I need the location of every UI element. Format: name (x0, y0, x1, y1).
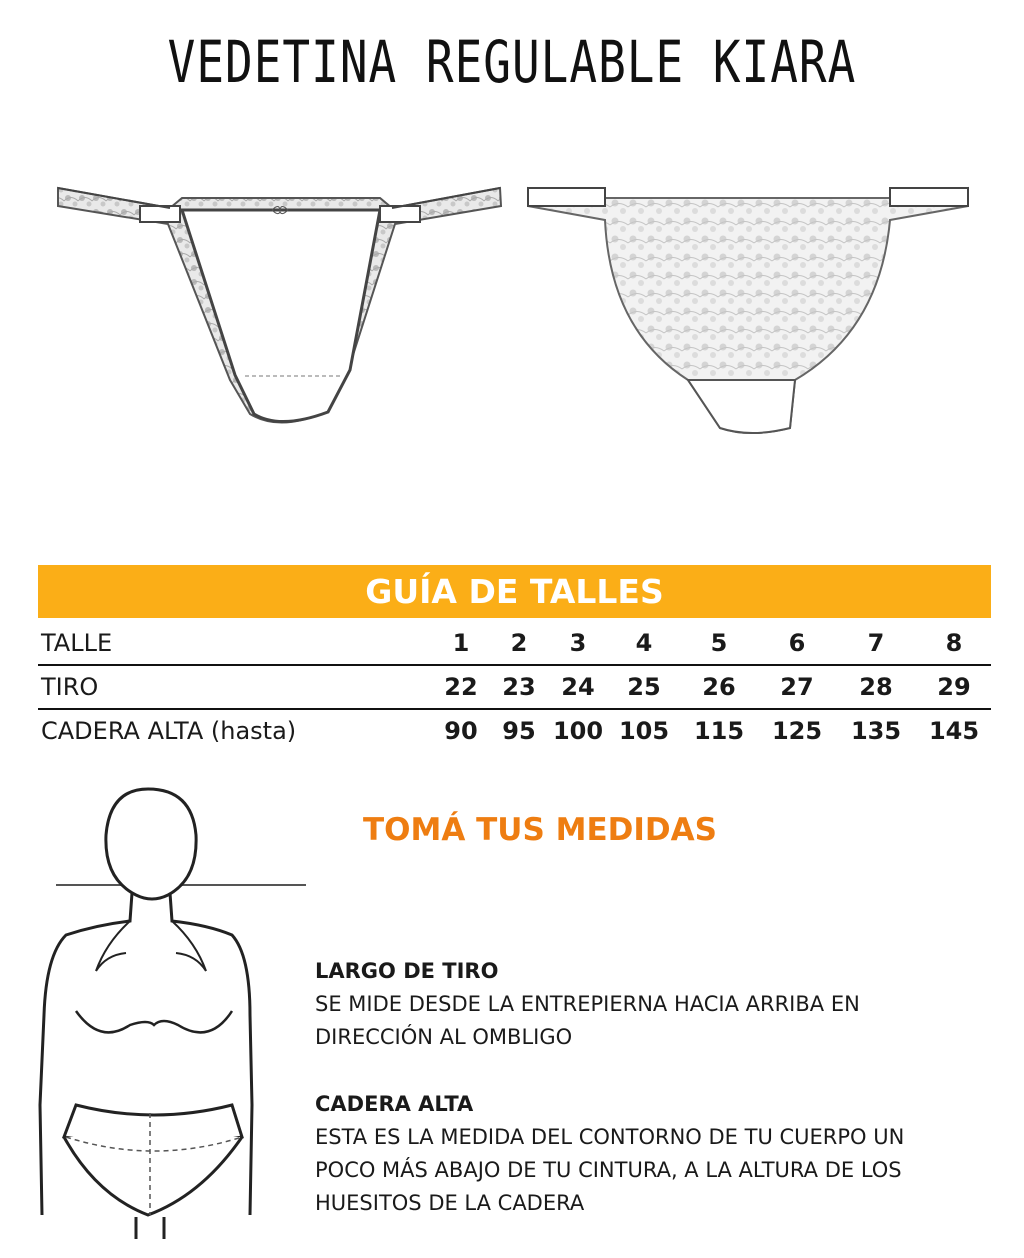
body-figure-sketch (36, 775, 306, 1245)
measure-heading: CADERA ALTA (315, 1092, 474, 1116)
measure-block-tiro (315, 955, 975, 1054)
measure-heading: LARGO DE TIRO (315, 959, 499, 983)
size-table (38, 622, 991, 752)
cell: 1 (431, 622, 491, 665)
measure-text: HUESITOS DE LA CADERA (315, 1191, 585, 1215)
cell: 2 (491, 622, 547, 665)
table-row (38, 622, 991, 665)
measure-block-cadera (315, 1088, 975, 1220)
cell: 26 (679, 665, 759, 709)
cell: 4 (609, 622, 679, 665)
row-label: TIRO (38, 665, 431, 709)
cell: 100 (552, 717, 604, 745)
cell: 115 (693, 717, 745, 745)
cell: 28 (835, 665, 917, 709)
cell: 90 (444, 717, 478, 745)
cell: 22 (431, 665, 491, 709)
cell: 5 (679, 622, 759, 665)
cell: 8 (917, 622, 991, 665)
measure-text: DIRECCIÓN AL OMBLIGO (315, 1025, 573, 1049)
measure-text: ESTA ES LA MEDIDA DEL CONTORNO DE TU CUERPO UN (315, 1125, 905, 1149)
row-label: CADERA ALTA (hasta) (41, 717, 297, 745)
size-guide-title: GUÍA DE TALLES (38, 565, 991, 618)
cell: 27 (759, 665, 835, 709)
cell: 3 (547, 622, 609, 665)
product-title: VEDETINA REGULABLE KIARA (167, 28, 857, 96)
cell: 135 (850, 717, 902, 745)
cell: 23 (491, 665, 547, 709)
panty-back-sketch (520, 180, 980, 440)
cell: 105 (618, 717, 670, 745)
measure-text: SE MIDE DESDE LA ENTREPIERNA HACIA ARRIBA EN (315, 992, 860, 1016)
cell: 25 (609, 665, 679, 709)
table-row (38, 709, 991, 752)
cell: 29 (917, 665, 991, 709)
table-row (38, 665, 991, 709)
cell: 145 (928, 717, 980, 745)
panty-front-sketch (50, 180, 510, 440)
cell: 125 (771, 717, 823, 745)
cell: 6 (759, 622, 835, 665)
measures-title: TOMÁ TUS MEDIDAS (363, 812, 717, 848)
cell: 95 (502, 717, 536, 745)
row-label: TALLE (38, 622, 431, 665)
cell: 7 (835, 622, 917, 665)
cell: 24 (547, 665, 609, 709)
measure-text: POCO MÁS ABAJO DE TU CINTURA, A LA ALTURA DE LOS (315, 1158, 902, 1182)
